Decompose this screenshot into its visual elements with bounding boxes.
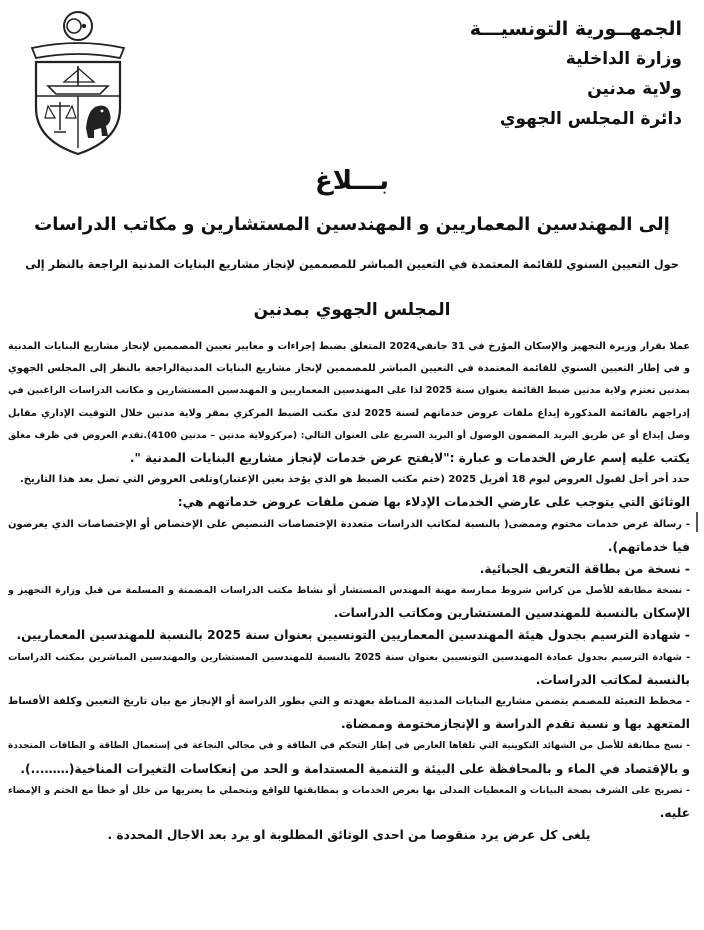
body-line: يلغى كل عرض يرد منقوصا من احدى الوثائق المطلوبة او يرد بعد الاجال المحددة . [107,828,591,843]
announcement-body [8,336,690,846]
body-line: يكتب عليه إسم عارض الخدمات و عبارة :"لايفتح عرض خدمات لإنجاز مشاريع البنايات المدنية ". [129,450,690,465]
body-line: الإسكان بالنسبة للمهندسين المستشارين ومكاتب الدراسات. [333,606,690,621]
body-line: عليه. [659,805,690,820]
subject-line-2: حول التعيين السنوي للقائمة المعتمدة في التعيين المباشر للمصممين لإنجاز مشاريع البنايات المدنية الراجعة بالنظر إلى [25,258,679,271]
body-line: عملا بقرار وزيرة التجهيز والإسكان المؤرخ في 31 جانفي2024 المتعلق بضبط إجراءات و معايير تعيين المصممين لإنجاز مشاريع البنايات المدنية [8,341,690,352]
body-line: إدراجهم بالقائمة المذكورة إيداع ملفات عروض خدماتهم لسنة 2025 لدى مكتب الضبط المركزي بمقر ولاية مدنين خلال التوقيت الإداري مقابل [8,407,690,419]
body-line: و بالإقتصاد في الماء و بالمحافظة على البيئة و التنمية المستدامة و الحد من إنعكاسات التغيرات المناخية(……...). [20,761,690,776]
body-line: - مخطط التعبئة للمصمم يتضمن مشاريع البنايات المدنية المناطة بعهدته و التي بطور الدراسة أو الإنجاز مع بيان تاريخ التعيين وكلفة الأقساط [8,696,690,707]
body-line: فيا خدماتهم). [607,539,690,554]
body-line: - رسالة عرض خدمات مختوم وممضى( بالنسبة لمكاتب الدراسات متعددة الإختصاصات التنصيص على الإختصاص أو الإختصاصات الذي يعرضون [8,518,690,530]
document-title: بـــلاغ [315,166,389,196]
department-name: دائرة المجلس الجهوي [499,109,682,129]
subject-line-3: المجلس الجهوي بمدنين [253,300,451,320]
body-line: الوثائق التي يتوجب على عارضي الخدمات الإدلاء بها ضمن ملفات عروض خدماتهم هي: [177,495,690,510]
body-line: و في إطار التعيين السنوي للقائمة المعتمدة في التعيين المباشر للمصممين لإنجاز مشاريع البنايات المدنيةالراجعة بالنظر إلى المجلس الجهوي [8,363,690,375]
republic-name: الجمهــورية التونسيـــة [469,18,682,40]
margin-mark [696,512,698,532]
body-line: - تصريح على الشرف بصحة البيانات و المعطيات المدلى بها بعرض الخدمات و بمطابقتها للواقع وبتحملي ما يعتريها من خلل أو خطأ مع الختم و الإمضاء [8,784,690,796]
body-line: بالنسبة لمكاتب الدراسات. [535,672,690,687]
coat-of-arms-icon [22,8,134,158]
body-line: بمدنين تعتزم ولاية مدنين ضبط القائمة بعنوان سنة 2025 لذا على المهندسين المعماريين و المهندسين المستشارين و مكاتب الدراسات الراغبين في [8,385,690,397]
letterhead [462,14,682,134]
body-line: - شهادة الترسيم بجدول عمادة المهندسين التونسيين بعنوان سنة 2025 بالنسبة للمهندسين المستشارين والمهندسين المباشرين بمكتب الدراسات [8,651,690,663]
body-line: حدد أخر أجل لقبول العروض ليوم 18 أفريل 2025 (ختم مكتب الضبط هو الذي يؤخذ بعين الإعتبار)وتلغى العروض التي تصل بعد هذا التاريخ. [20,474,690,486]
body-line: - شهادة الترسيم بجدول هيئة المهندسين المعماريين التونسيين بعنوان سنة 2025 بالنسبة للمهندسين المعماريين. [16,628,690,643]
ministry-name: وزارة الداخلية [565,49,682,69]
body-line: - نسخة مطابقة للأصل من كراس شروط ممارسة مهنة المهندس المستشار أو نشاط مكتب الدراسات المضمنة و المسلمة من قبل وزارة التجهيز و [8,585,690,597]
body-line: وصل إيداع أو عن طريق البريد المضمون الوصول أو البريد السريع على العنوان التالي: (مركزولاية مدنين – مدنين 4100).تقدم العروض في ظرف مغلق [8,429,690,441]
body-line: - نسخ مطابقة للأصل من الشهائد التكوينية التي تلقاها العارض في إطار التحكم في الطاقة و في مجالي النجاعة في إستعمال الطاقة و الطاقات المتجددة [8,741,690,752]
subject-line-1: إلى المهندسين المعماريين و المهندسين المستشارين و مكاتب الدراسات [34,214,670,235]
body-line: - نسخة من بطاقة التعريف الجبائية. [479,561,690,576]
body-line: المتعهد بها و نسبة تقدم الدراسة و الإنجازمختومة وممضاة. [341,717,690,732]
governorate-name: ولاية مدنين [587,79,682,99]
